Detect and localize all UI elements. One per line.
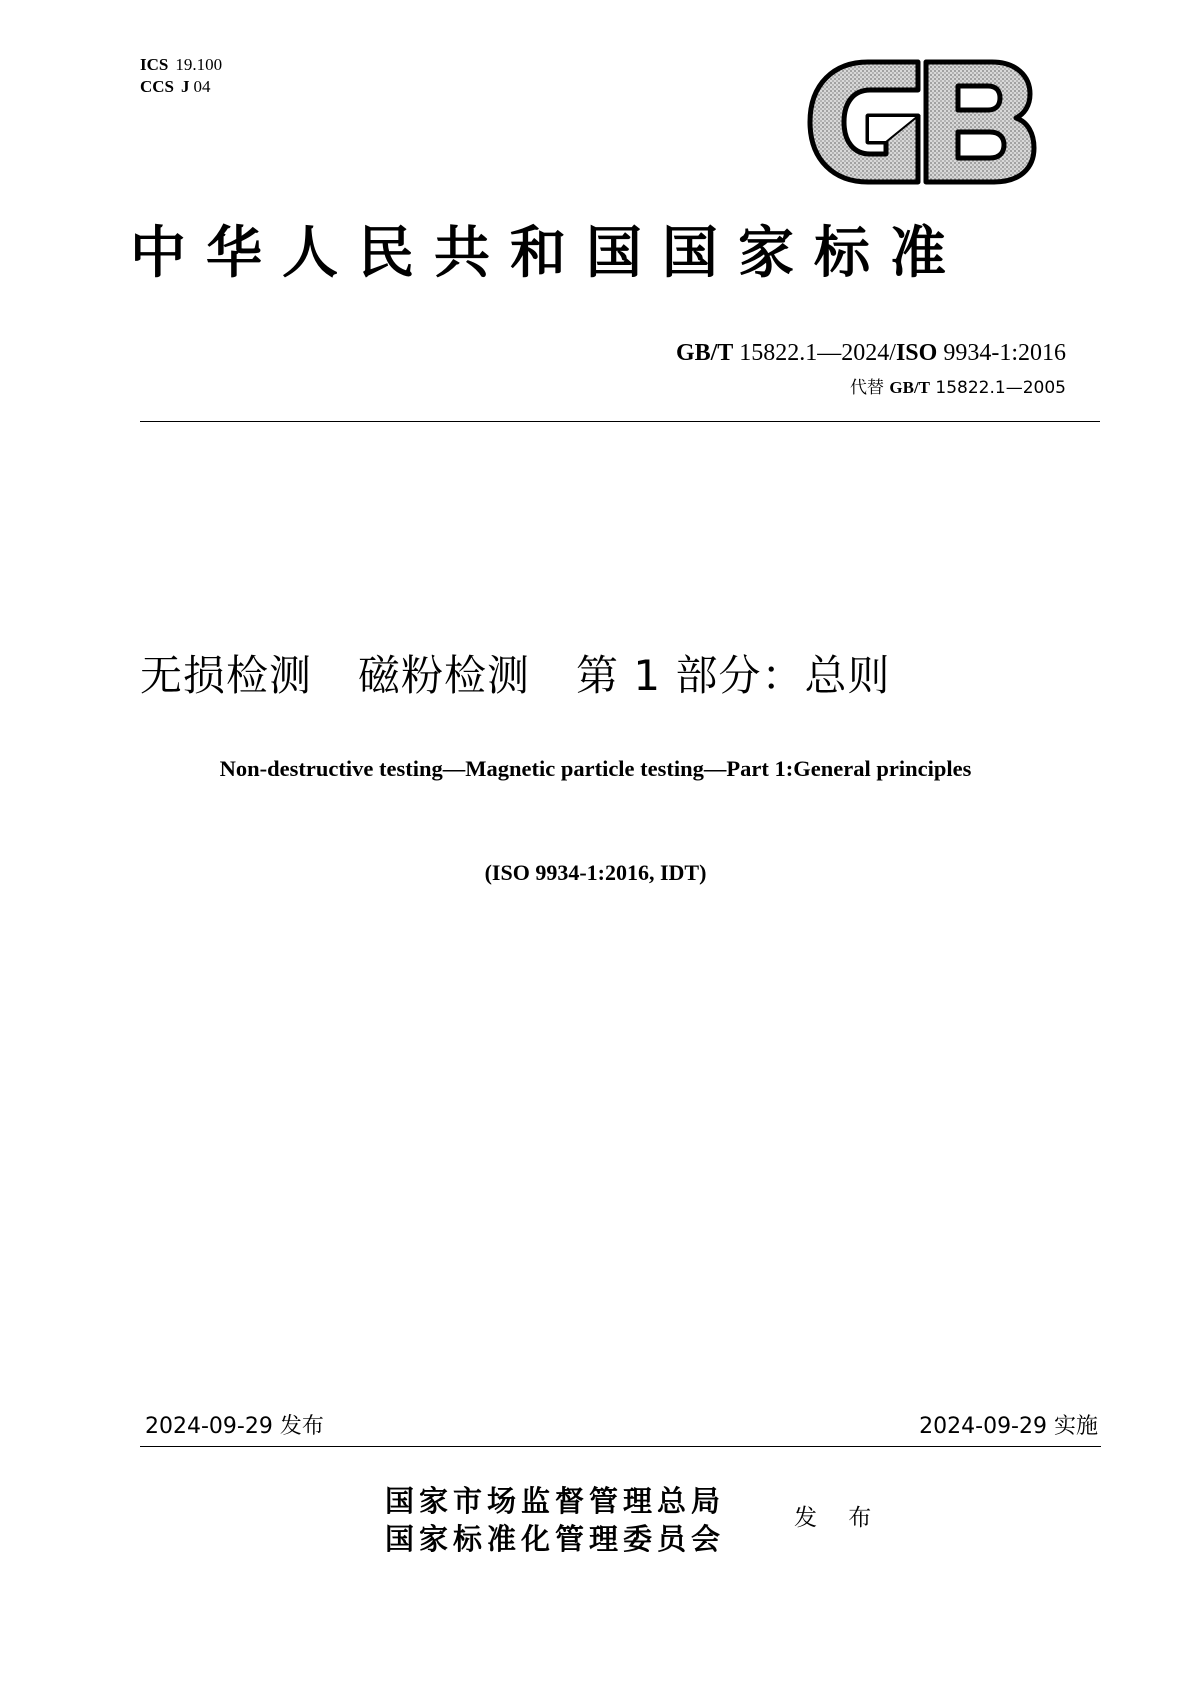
authority-samr: 国家市场监督管理总局 bbox=[385, 1484, 726, 1518]
ccs-label: CCS bbox=[140, 77, 175, 96]
chinese-title-part3: 第 1 部分：总则 bbox=[576, 651, 891, 700]
ccs-code bbox=[140, 76, 222, 98]
standard-number bbox=[676, 338, 1066, 368]
implementation-date: 2024-09-29 实施 bbox=[919, 1414, 1098, 1439]
top-divider bbox=[140, 421, 1100, 422]
classification-codes bbox=[140, 54, 222, 98]
ics-value: 19.100 bbox=[175, 55, 223, 74]
issuing-authorities bbox=[385, 1482, 725, 1558]
gb-logo-graphic bbox=[806, 58, 1038, 186]
replaces-prefix: GB/T bbox=[889, 378, 931, 397]
iso-prefix: ISO bbox=[895, 340, 938, 366]
replaces-label: 代替 bbox=[849, 378, 884, 398]
replaces-standard bbox=[850, 377, 1066, 399]
gb-logo bbox=[806, 58, 1038, 186]
issue-date: 2024-09-29 发布 bbox=[145, 1414, 324, 1439]
ccs-value: 04 bbox=[193, 77, 211, 96]
national-standard-heading: 中华人民共和国国家标准 bbox=[130, 220, 966, 286]
chinese-title-part1: 无损检测 bbox=[140, 651, 313, 700]
replaces-number: 15822.1—2005 bbox=[935, 378, 1066, 398]
iso-equivalence: (ISO 9934-1:2016, IDT) bbox=[484, 860, 707, 885]
bottom-divider bbox=[140, 1446, 1101, 1447]
iso-number: 9934-1:2016 bbox=[943, 340, 1066, 366]
standard-number-prefix: GB/T bbox=[675, 340, 734, 366]
standard-number-main: 15822.1—2024/ bbox=[739, 340, 896, 366]
ics-label: ICS bbox=[140, 55, 169, 74]
english-title: Non-destructive testing—Magnetic particle testing—Part 1:General principles bbox=[219, 756, 972, 781]
authority-sac: 国家标准化管理委员会 bbox=[385, 1522, 726, 1556]
ccs-letter: J bbox=[181, 77, 190, 96]
chinese-title bbox=[140, 648, 1100, 704]
publish-label: 发 布 bbox=[794, 1505, 884, 1531]
chinese-title-part2: 磁粉检测 bbox=[358, 651, 531, 700]
ics-code bbox=[140, 54, 222, 76]
